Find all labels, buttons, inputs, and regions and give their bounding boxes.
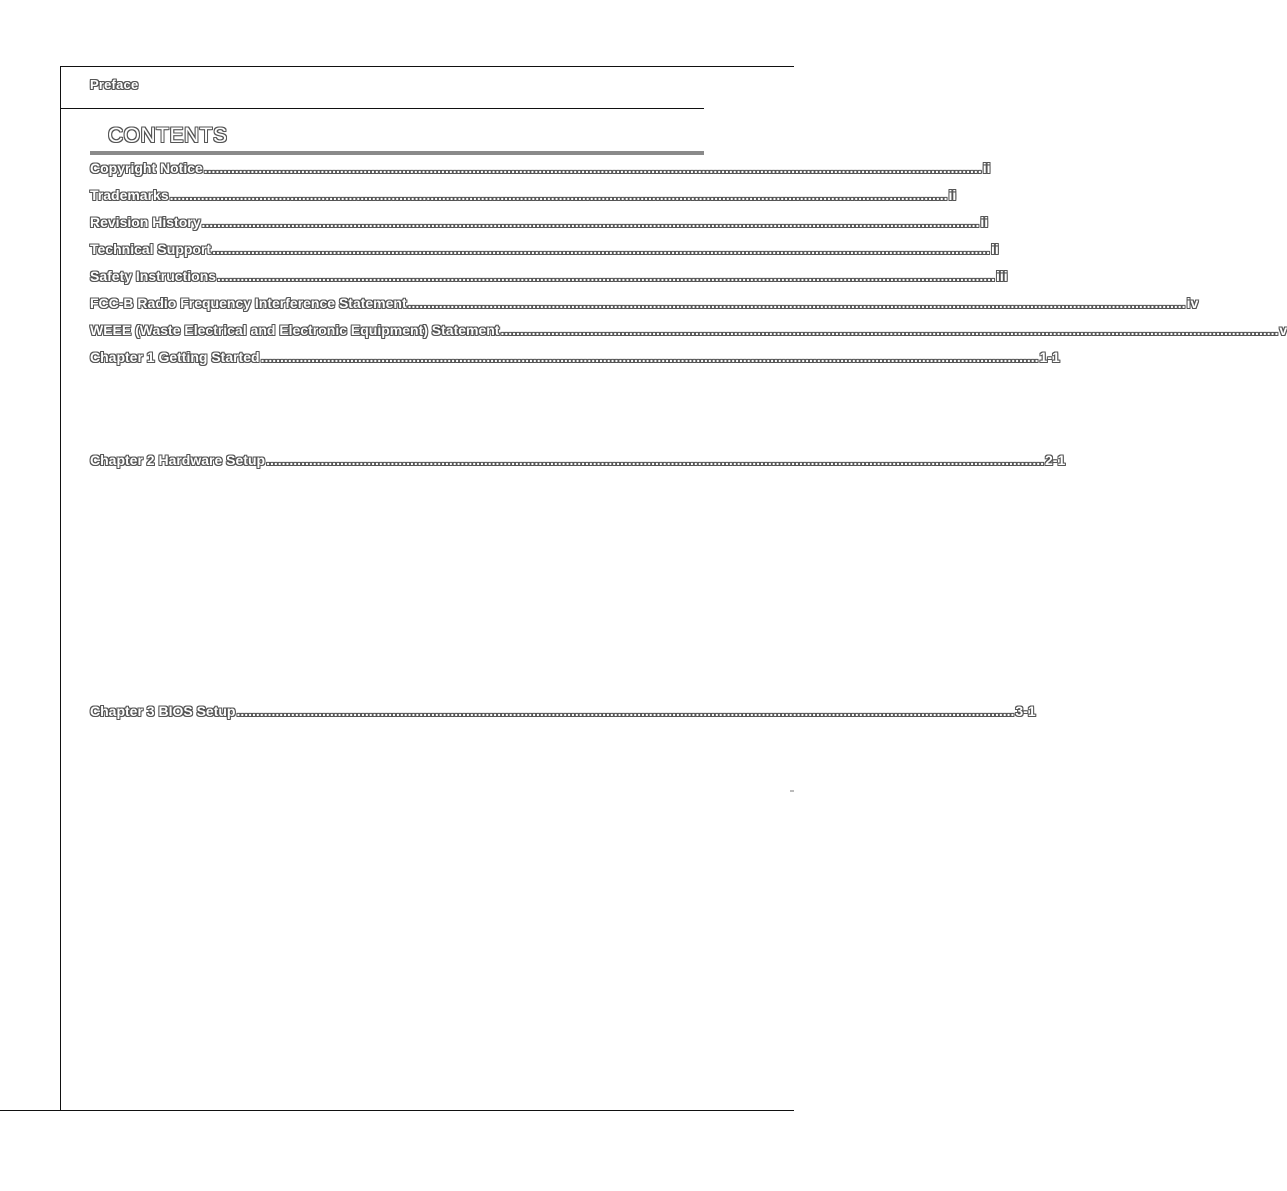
toc-page-number: 3-1 bbox=[1015, 703, 1036, 719]
toc-entry-trademarks[interactable] bbox=[90, 187, 957, 207]
toc-entry-fcc-statement[interactable] bbox=[90, 295, 1199, 315]
toc-leader-dots: ........................................................................................................................................................................................................ bbox=[212, 241, 991, 257]
toc-entry-revision-history[interactable] bbox=[90, 214, 989, 234]
toc-page-number: 1-1 bbox=[1039, 349, 1060, 365]
toc-label: Trademarks bbox=[90, 187, 169, 203]
toc-leader-dots: ........................................................................................................................................................................................................ bbox=[201, 214, 980, 230]
toc-leader-dots: ........................................................................................................................................................................................................ bbox=[203, 160, 982, 176]
toc-page-number: ii bbox=[948, 187, 957, 203]
toc-leader-dots: ........................................................................................................................................................................................................ bbox=[217, 268, 995, 284]
toc-label: Technical Support bbox=[90, 241, 212, 257]
toc-label: Revision History bbox=[90, 214, 201, 230]
edge-mark bbox=[790, 790, 794, 792]
toc-leader-dots: ........................................................................................................................................................................................................ bbox=[236, 703, 1015, 719]
header-rule bbox=[60, 108, 704, 109]
toc-page-number: iv bbox=[1186, 295, 1199, 311]
toc-page-number: ii bbox=[982, 160, 991, 176]
toc-page-number: iii bbox=[995, 268, 1008, 284]
toc-page-number: v bbox=[1279, 322, 1287, 338]
toc-entry-weee-statement[interactable] bbox=[90, 322, 1287, 342]
toc-label: Chapter 2 Hardware Setup bbox=[90, 452, 266, 468]
toc-page-number: ii bbox=[991, 241, 999, 257]
toc-entry-chapter-1[interactable] bbox=[90, 349, 1060, 369]
toc-entry-technical-support[interactable] bbox=[90, 241, 999, 261]
toc-leader-dots: ........................................................................................................................................................................................................ bbox=[407, 295, 1186, 311]
toc-label: Chapter 1 Getting Started bbox=[90, 349, 260, 365]
toc-leader-dots: ........................................................................................................................................................................................................ bbox=[260, 349, 1039, 365]
contents-title: CONTENTS bbox=[108, 124, 228, 147]
toc-leader-dots: ........................................................................................................................................................................................................ bbox=[500, 322, 1279, 338]
toc-entry-copyright[interactable] bbox=[90, 160, 991, 180]
toc-entry-safety-instructions[interactable] bbox=[90, 268, 1008, 288]
toc-label: FCC-B Radio Frequency Interference Statement bbox=[90, 295, 407, 311]
toc-page-number: ii bbox=[980, 214, 989, 230]
toc-leader-dots: ........................................................................................................................................................................................................ bbox=[169, 187, 948, 203]
toc-label: Copyright Notice bbox=[90, 160, 203, 176]
toc-entry-chapter-3[interactable] bbox=[90, 703, 1036, 723]
left-margin-rule bbox=[60, 66, 61, 1110]
toc-page-number: 2-1 bbox=[1045, 452, 1066, 468]
toc-entry-chapter-2[interactable] bbox=[90, 452, 1066, 472]
toc-label: Chapter 3 BIOS Setup bbox=[90, 703, 236, 719]
running-header: Preface bbox=[90, 77, 139, 92]
toc-label: WEEE (Waste Electrical and Electronic Equipment) Statement bbox=[90, 322, 500, 338]
toc-label: Safety Instructions bbox=[90, 268, 217, 284]
toc-leader-dots: ........................................................................................................................................................................................................ bbox=[266, 452, 1044, 468]
bottom-rule bbox=[0, 1110, 794, 1111]
top-rule bbox=[60, 66, 794, 67]
title-underline-bar bbox=[90, 151, 704, 155]
